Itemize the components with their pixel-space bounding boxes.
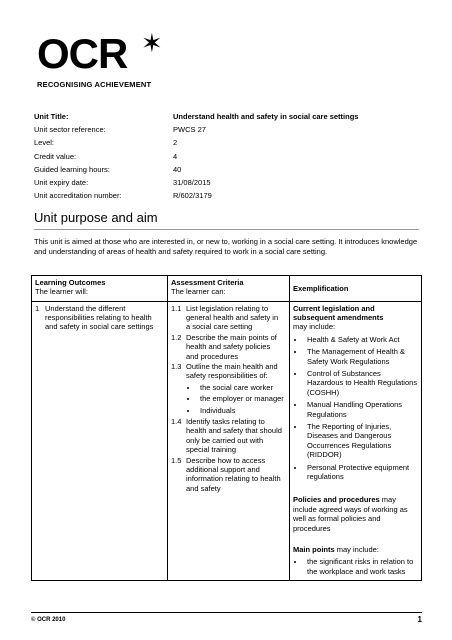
outcomes-table <box>31 275 422 581</box>
footer-divider <box>31 612 422 613</box>
criterion <box>171 362 286 381</box>
exemplification-block <box>293 545 418 554</box>
unit-info <box>34 112 358 204</box>
exemplification-heading: Policies and procedures <box>293 495 380 505</box>
criterion-text: Describe the main points of health and safety policies and procedures <box>186 332 277 361</box>
exemplification-cell <box>290 302 422 581</box>
criterion-sub-list <box>186 383 286 415</box>
unit-label: Unit accreditation number: <box>34 191 122 201</box>
criterion-text: List legislation relating to general health and safety in a social care setting <box>186 303 279 332</box>
unit-value: Understand health and safety in social care settings <box>173 112 359 121</box>
unit-value: R/602/3179 <box>173 191 212 201</box>
list-item: • the social care worker <box>198 383 286 392</box>
list-item: • the significant risks in relation to the workplace and work tasks <box>305 557 418 576</box>
unit-row-expiry <box>34 178 358 191</box>
criterion-number: 1.5 <box>171 455 182 465</box>
header-exemplification <box>290 276 422 302</box>
exemplification-text: may include: <box>293 322 336 332</box>
table-header-row <box>32 276 422 302</box>
list-item: • Control of Substances Hazardous to Health Regulations (COSHH) <box>305 369 418 397</box>
list-item: • Personal Protective equipment regulations <box>305 463 418 482</box>
logo-tagline: RECOGNISING ACHIEVEMENT <box>37 80 152 89</box>
unit-label: Credit value: <box>34 151 77 161</box>
unit-value: 2 <box>173 138 178 148</box>
unit-label: Guided learning hours: <box>34 164 110 174</box>
unit-label: Unit expiry date: <box>34 177 89 187</box>
page-number: 1 <box>417 615 422 624</box>
criterion-number: 1.1 <box>171 303 182 313</box>
learning-outcome-cell <box>32 302 168 581</box>
outcome-number: 1 <box>35 303 40 313</box>
unit-row-title <box>34 112 358 125</box>
header-title: Exemplification <box>293 283 349 293</box>
section-divider <box>34 229 419 230</box>
criterion-number: 1.3 <box>171 361 182 371</box>
exemplification-heading: Current legislation and subsequent amendments <box>293 303 384 322</box>
unit-value: 31/08/2015 <box>173 177 211 187</box>
exemplification-text: may include: <box>336 545 379 555</box>
assessment-criteria-cell <box>168 302 290 581</box>
criterion-text: Outline the main health and safety responsibilities of: <box>186 361 278 381</box>
criterion <box>171 417 286 455</box>
unit-label: Unit sector reference: <box>34 125 106 135</box>
criterion-text: Identify tasks relating to health and safety that should only be carried out with special training <box>186 416 282 455</box>
exemplification-heading: Main points <box>293 545 335 555</box>
header-assessment-criteria <box>168 276 290 302</box>
legislation-list <box>293 335 418 482</box>
unit-value: PWCS 27 <box>173 125 206 135</box>
list-item: • Individuals <box>198 406 286 415</box>
criterion <box>171 456 286 494</box>
list-item: • The Reporting of Injuries, Diseases and Dangerous Occurrences Regulations (RIDDOR) <box>305 422 418 460</box>
exemplification-block <box>293 304 418 332</box>
outcome-text: Understand the different responsibilities relating to health and safety in social care settings <box>45 303 154 332</box>
unit-row-credit <box>34 152 358 165</box>
list-item: • The Management of Health & Safety Work Regulations <box>305 347 418 366</box>
criterion <box>171 333 286 361</box>
copyright: © OCR 2010 <box>31 617 66 623</box>
star-icon: ✶ <box>141 28 163 58</box>
ocr-logo <box>37 30 172 92</box>
criterion-number: 1.2 <box>171 332 182 342</box>
main-points-list <box>293 557 418 576</box>
unit-value: 4 <box>173 151 178 161</box>
table-row <box>32 302 422 581</box>
list-item: • the employer or manager <box>198 394 286 403</box>
header-learning-outcomes <box>32 276 168 302</box>
header-title: Learning Outcomes <box>35 277 106 287</box>
unit-row-accreditation <box>34 191 358 204</box>
exemplification-block <box>293 495 418 533</box>
unit-value: 40 <box>173 164 182 174</box>
learning-outcome <box>35 304 164 332</box>
unit-row-sector <box>34 125 358 138</box>
criterion-text: Describe how to access additional support and information relating to health and safety <box>186 455 281 493</box>
spacer <box>293 533 418 545</box>
logo-wordmark: OCR <box>37 30 128 77</box>
criterion-number: 1.4 <box>171 416 182 426</box>
header-title: Assessment Criteria <box>171 277 244 287</box>
spacer <box>293 483 418 495</box>
list-item: • Health & Safety at Work Act <box>305 335 418 344</box>
header-subtitle: The learner can: <box>171 286 226 296</box>
header-subtitle: The learner will: <box>35 286 88 296</box>
unit-row-level <box>34 138 358 151</box>
list-item: • Manual Handling Operations Regulations <box>305 400 418 419</box>
unit-label: Level: <box>34 138 55 148</box>
purpose-paragraph: This unit is aimed at those who are interested in, or new to, working in a social care setting. It introduces knowledge and understanding of areas of health and safety required to work in a social care setting. <box>34 237 418 256</box>
criterion <box>171 304 286 332</box>
exemplification-text: may include agreed ways of working as well as formal policies and procedures <box>293 495 408 533</box>
unit-row-glh <box>34 165 358 178</box>
unit-label: Unit Title: <box>34 112 69 121</box>
section-title: Unit purpose and aim <box>34 210 158 225</box>
